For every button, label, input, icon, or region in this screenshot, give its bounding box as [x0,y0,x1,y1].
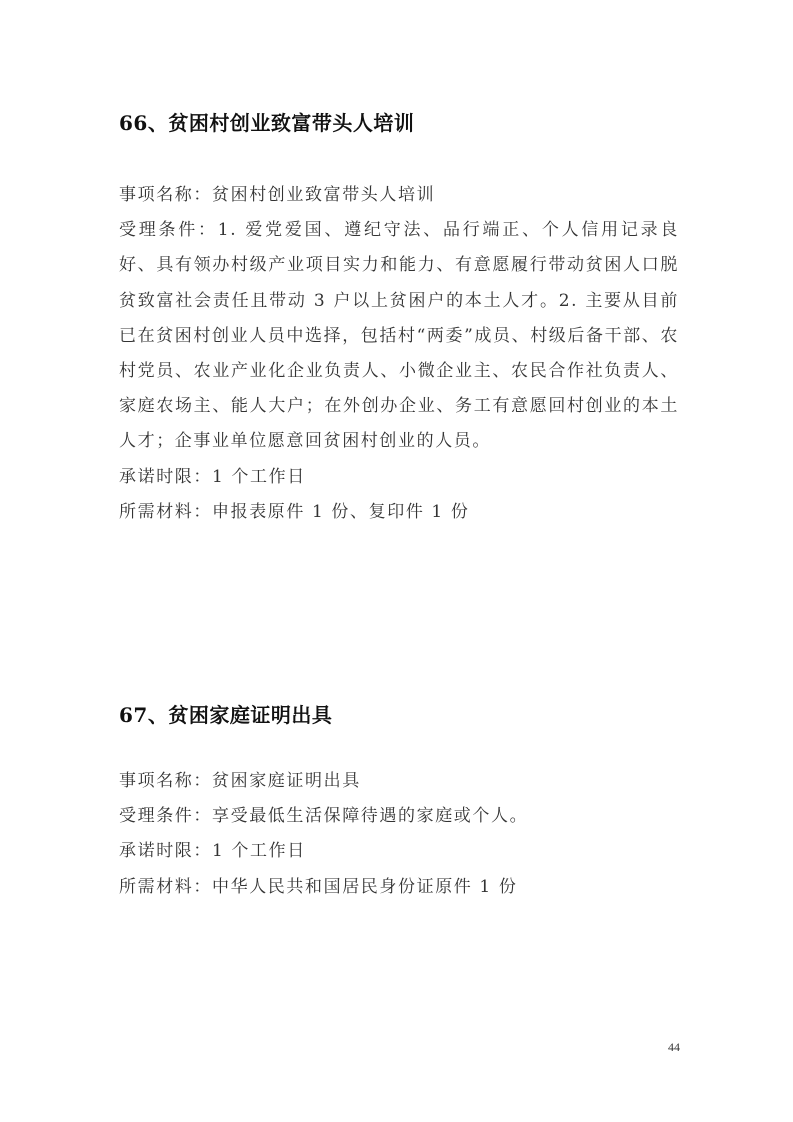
section-heading: 66、贫困村创业致富带头人培训 [119,111,415,135]
required-materials: 所需材料：申报表原件 1 份、复印件 1 份 [119,501,470,522]
item-name: 事项名称：贫困村创业致富带头人培训 [119,185,436,205]
section-66 [119,108,679,530]
required-materials: 所需材料：中华人民共和国居民身份证原件 1 份 [119,876,518,897]
time-limit: 承诺时限：1 个工作日 [119,466,306,487]
acceptance-conditions: 受理条件：1. 爱党爱国、遵纪守法、品行端正、个人信用记录良好、具有领办村级产业项目实力和能力、有意愿履行带动贫困人口脱贫致富社会责任且带动 3 户以上贫困户的本土人才。2. 主要从目前已在贫困村创业人员中选择，包括村“两委”成员、村级后备干部、农村党员、农业产业化企业负责人、小微企业主、农民合作社负责人、家庭农场主、能人大户；在外创办企业、务工有意愿回村创业的本土人才；企事业单位愿意回贫困村创业的人员。 [119,220,679,452]
item-name: 事项名称：贫困家庭证明出具 [119,771,361,791]
acceptance-conditions: 受理条件：享受最低生活保障待遇的家庭或个人。 [119,806,529,827]
time-limit: 承诺时限：1 个工作日 [119,841,306,862]
page-number: 44 [668,1040,680,1054]
section-heading: 67、贫困家庭证明出具 [119,703,333,727]
section-67 [119,700,679,905]
